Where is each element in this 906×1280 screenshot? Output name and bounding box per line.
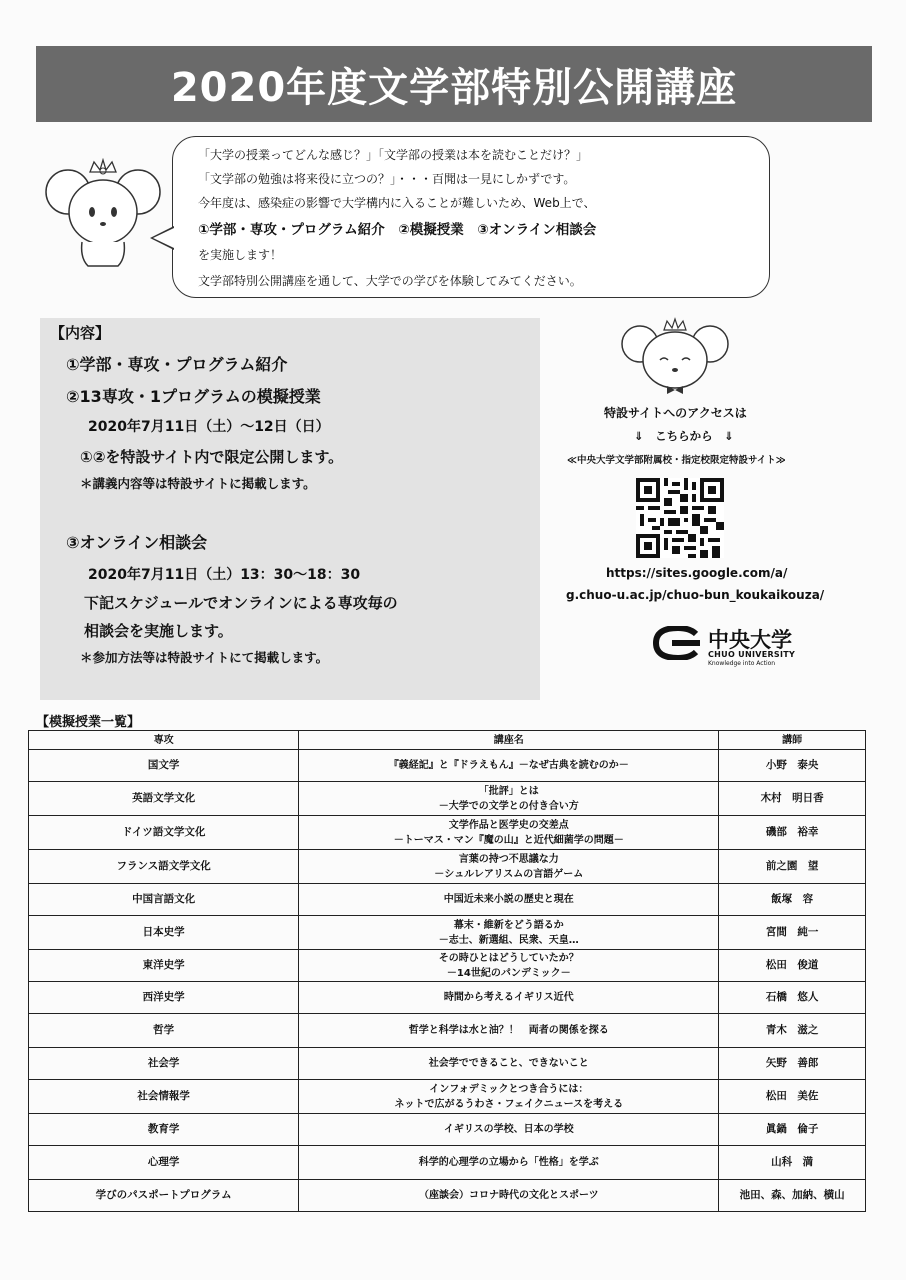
lecturer-cell: 木村 明日香 (719, 782, 866, 816)
intro-line-3: 今年度は、感染症の影響で大学構内に入ることが難しいため、Web上で、 (198, 196, 596, 210)
major-cell: 心理学 (29, 1146, 299, 1180)
course-title-line: 文学作品と医学史の交差点 (448, 819, 569, 831)
course-cell (299, 1048, 719, 1080)
course-cell (299, 1014, 719, 1048)
course-cell (299, 1180, 719, 1212)
major-cell: 学びのパスポートプログラム (29, 1180, 299, 1212)
univ-name-jp: 中央大学 (708, 628, 792, 652)
course-cell (299, 782, 719, 816)
contents-item-2-date: 2020年7月11日（土）～12日（日） (88, 419, 330, 435)
contents-item-2-note2: ＊講義内容等は特設サイトに掲載します。 (80, 476, 316, 491)
course-title-line: 社会学でできること、できないこと (428, 1058, 589, 1069)
course-title-line: －トーマス・マン『魔の山』と近代細菌学の問題－ (393, 834, 624, 846)
course-title-line: －大学での文学との付き合い方 (438, 800, 579, 812)
major-cell: 東洋史学 (29, 950, 299, 982)
course-title-line: イギリスの学校、日本の学校 (443, 1124, 574, 1135)
course-title-line: （座談会）コロナ時代の文化とスポーツ (418, 1190, 599, 1201)
table-row (29, 916, 866, 950)
lecturer-cell: 松田 美佐 (719, 1080, 866, 1114)
course-title-line: －志士、新選組、民衆、天皇… (438, 934, 579, 946)
major-cell: 中国言語文化 (29, 884, 299, 916)
intro-line-2: 「文学部の勉強は将来役に立つの？」・・・百聞は一見にしかずです。 (198, 172, 576, 186)
major-cell: 英語文学文化 (29, 782, 299, 816)
header-course: 講座名 (299, 731, 719, 750)
course-title-line: インフォデミックとつき合うには： (429, 1083, 589, 1095)
contents-item-3-desc-1: 下記スケジュールでオンラインによる専攻毎の (84, 594, 398, 612)
contents-item-2: ②13専攻・1プログラムの模擬授業 (66, 387, 321, 406)
table-row (29, 1146, 866, 1180)
course-cell (299, 1146, 719, 1180)
special-site-name: ≪中央大学文学部附属校・指定校限定特設サイト≫ (567, 455, 786, 466)
univ-tagline: Knowledge into Action (708, 660, 776, 667)
major-cell: フランス語文学文化 (29, 850, 299, 884)
contents-heading: 【内容】 (50, 324, 111, 342)
course-cell (299, 884, 719, 916)
course-title-line: 「批評」とは (478, 785, 539, 797)
chuo-emblem-icon (650, 626, 702, 660)
course-title-line: －シュルレアリスムの言語ゲーム (434, 868, 584, 880)
lecturer-cell: 飯塚 容 (719, 884, 866, 916)
lecturer-cell: 石橋 悠人 (719, 982, 866, 1014)
course-title-line: 科学的心理学の立場から「性格」を学ぶ (418, 1157, 599, 1168)
mouse-mascot-icon (620, 316, 730, 396)
contents-item-3-note: ＊参加方法等は特設サイトにて掲載します。 (80, 650, 329, 665)
contents-panel (40, 318, 540, 700)
course-title-line: 幕末・維新をどう語るか (453, 919, 564, 931)
page-title: 2020年度文学部特別公開講座 (170, 64, 738, 111)
access-text: 特設サイトへのアクセスは (604, 406, 747, 420)
course-title-line: ネットで広がるうわさ・フェイクニュースを考える (394, 1098, 624, 1110)
header-lecturer: 講師 (719, 731, 866, 750)
intro-line-6: 文学部特別公開講座を通して、大学での学びを体験してみてください。 (198, 274, 582, 288)
course-cell (299, 950, 719, 982)
lecturer-cell: 矢野 善郎 (719, 1048, 866, 1080)
lecturer-cell: 小野 泰央 (719, 750, 866, 782)
intro-line-1: 「大学の授業ってどんな感じ？」「文学部の授業は本を読むことだけ？」 (198, 148, 589, 162)
major-cell: 社会学 (29, 1048, 299, 1080)
table-row (29, 950, 866, 982)
course-title-line: 時間から考えるイギリス近代 (443, 992, 574, 1003)
table-row (29, 816, 866, 850)
table-row (29, 850, 866, 884)
contents-item-3-date: 2020年7月11日（土）13：30～18：30 (88, 567, 361, 583)
qr-code-icon[interactable] (636, 478, 724, 558)
course-cell (299, 1114, 719, 1146)
table-row (29, 1014, 866, 1048)
major-cell: 国文学 (29, 750, 299, 782)
table-header-row (29, 731, 866, 750)
intro-line-5: を実施します！ (198, 248, 283, 262)
major-cell: 教育学 (29, 1114, 299, 1146)
table-body (29, 750, 866, 1212)
table-row (29, 1080, 866, 1114)
header-major: 専攻 (29, 731, 299, 750)
course-title-line: －14世紀のパンデミック－ (446, 967, 571, 979)
lecturer-cell: 眞鍋 倫子 (719, 1114, 866, 1146)
course-cell (299, 850, 719, 884)
course-title-line: 言葉の持つ不思議な力 (458, 853, 559, 865)
course-cell (299, 916, 719, 950)
course-title-line: 『義経記』と『ドラえもん』－なぜ古典を読むのか－ (388, 760, 629, 771)
table-row (29, 884, 866, 916)
contents-item-2-note: ①②を特設サイト内で限定公開します。 (80, 448, 344, 466)
univ-name-en: CHUO UNIVERSITY (708, 650, 796, 659)
lecturer-cell: 青木 滋之 (719, 1014, 866, 1048)
table-row (29, 1180, 866, 1212)
site-url-line-2[interactable]: g.chuo-u.ac.jp/chuo-bun_koukaikouza/ (566, 588, 825, 602)
contents-item-1: ①学部・専攻・プログラム紹介 (66, 355, 288, 374)
mouse-mascot-icon (42, 158, 164, 270)
major-cell: ドイツ語文学文化 (29, 816, 299, 850)
lecturer-cell: 池田、森、加納、横山 (719, 1180, 866, 1212)
site-url-line-1[interactable]: https://sites.google.com/a/ (606, 566, 788, 580)
lecturer-cell: 前之園 望 (719, 850, 866, 884)
contents-item-3: ③オンライン相談会 (66, 533, 208, 552)
mock-lecture-table (28, 730, 866, 1212)
intro-line-4: ①学部・専攻・プログラム紹介 ②模擬授業 ③オンライン相談会 (198, 222, 597, 238)
major-cell: 日本史学 (29, 916, 299, 950)
table-row (29, 782, 866, 816)
major-cell: 社会情報学 (29, 1080, 299, 1114)
here-arrow-text: ⇓ こちらから ⇓ (634, 429, 734, 443)
lecturer-cell: 宮間 純一 (719, 916, 866, 950)
contents-item-3-desc-2: 相談会を実施します。 (84, 622, 233, 640)
major-cell: 西洋史学 (29, 982, 299, 1014)
title-banner (36, 46, 872, 122)
course-cell (299, 816, 719, 850)
major-cell: 哲学 (29, 1014, 299, 1048)
course-cell (299, 750, 719, 782)
lecturer-cell: 松田 俊道 (719, 950, 866, 982)
table-row (29, 1114, 866, 1146)
course-cell (299, 1080, 719, 1114)
table-caption: 【模擬授業一覧】 (36, 715, 141, 730)
lecturer-cell: 山科 満 (719, 1146, 866, 1180)
table-row (29, 982, 866, 1014)
table-row (29, 750, 866, 782)
lecturer-cell: 磯部 裕幸 (719, 816, 866, 850)
course-title-line: 中国近未来小説の歴史と現在 (443, 894, 574, 905)
table-row (29, 1048, 866, 1080)
course-title-line: その時ひとはどうしていたか？ (438, 952, 579, 964)
course-title-line: 哲学と科学は水と油？！ 両者の関係を探る (408, 1025, 609, 1036)
course-cell (299, 982, 719, 1014)
